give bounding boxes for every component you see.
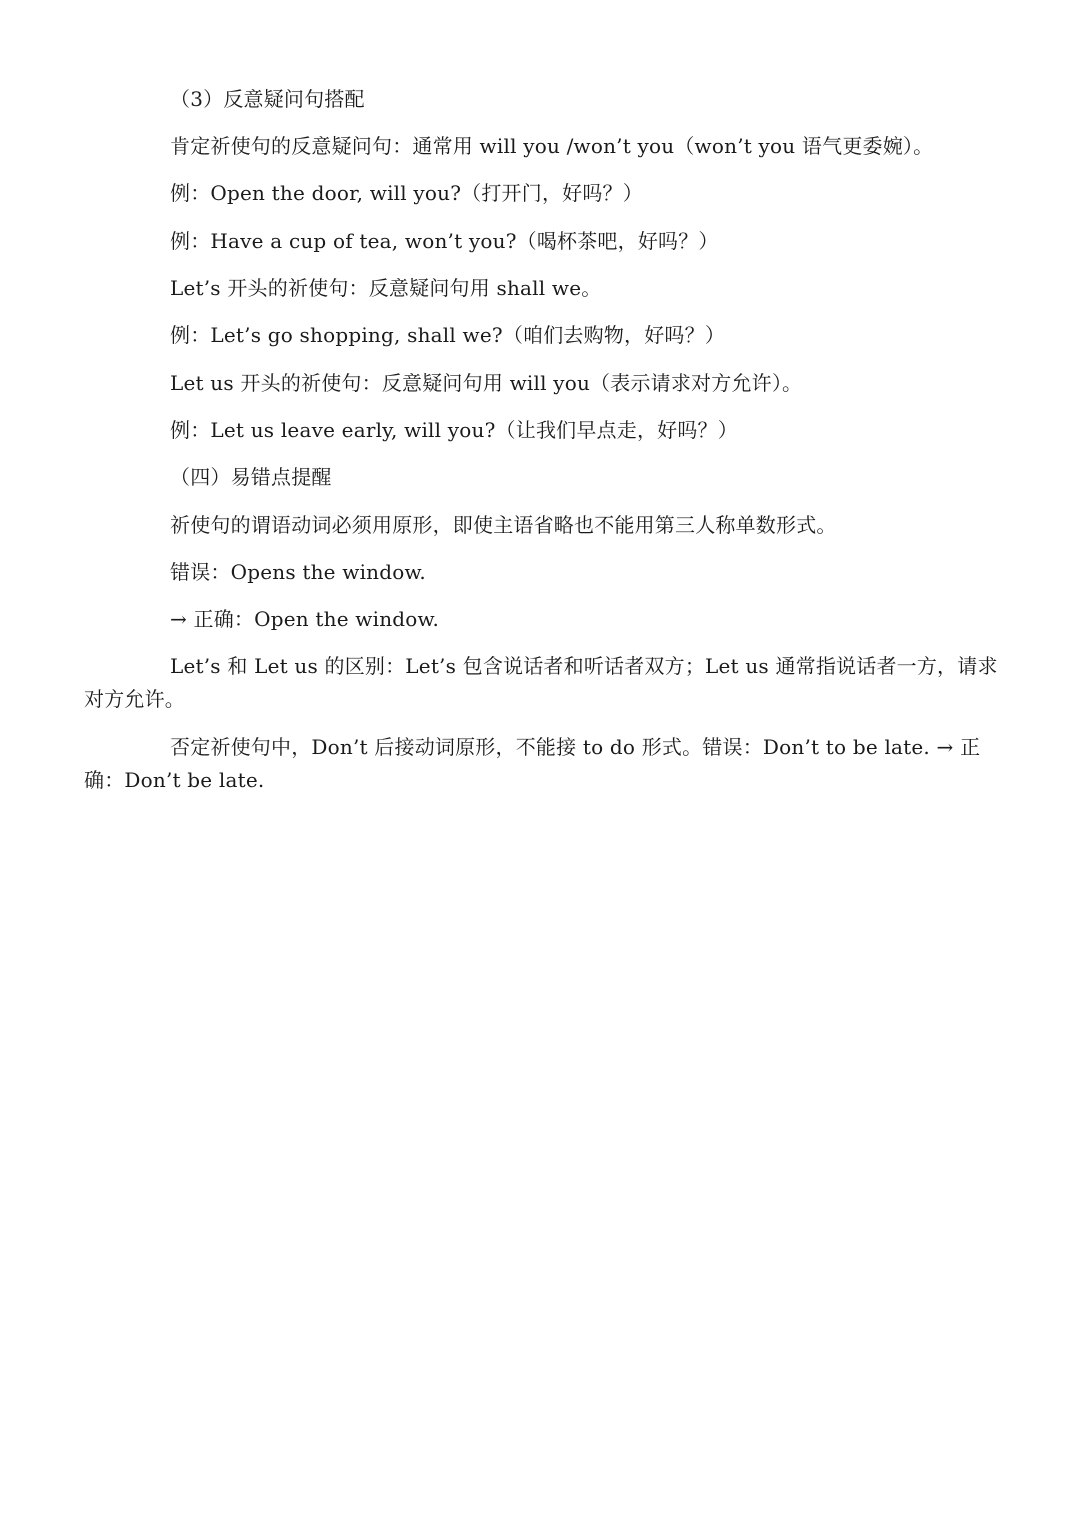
example-leave-early: 例：Let us leave early, will you?（让我们早点走，好吗？） — [170, 418, 738, 442]
negative-imperative-paragraph: 否定祈使句中，Don’t 后接动词原形，不能接 to do 形式。错误：Don’t to be late. → 正确：Don’t be late. — [84, 735, 981, 792]
affirmative-tag-rule: 肯定祈使句的反意疑问句：通常用 will you /won’t you（won’t you 语气更委婉）。 — [170, 134, 934, 158]
lets-tag-rule: Let’s 开头的祈使句：反意疑问句用 shall we。 — [170, 276, 602, 300]
section-heading-tag-question: （3）反意疑问句搭配 — [170, 87, 365, 111]
example-open-door: 例：Open the door, will you?（打开门，好吗？） — [170, 181, 643, 205]
base-form-rule: 祈使句的谓语动词必须用原形，即使主语省略也不能用第三人称单数形式。 — [170, 513, 837, 537]
example-go-shopping: 例：Let’s go shopping, shall we?（咱们去购物，好吗？） — [170, 323, 726, 347]
correct-example: → 正确：Open the window. — [170, 607, 440, 631]
wrong-example: 错误：Opens the window. — [170, 560, 426, 584]
lets-vs-let-us-paragraph: Let’s 和 Let us 的区别：Let’s 包含说话者和听话者双方；Let us 通常指说话者一方，请求对方允许。 — [84, 654, 998, 711]
let-us-tag-rule: Let us 开头的祈使句：反意疑问句用 will you（表示请求对方允许）。 — [170, 371, 803, 395]
section-heading-common-mistakes: （四）易错点提醒 — [170, 465, 332, 489]
example-cup-of-tea: 例：Have a cup of tea, won’t you?（喝杯茶吧，好吗？） — [170, 229, 719, 253]
